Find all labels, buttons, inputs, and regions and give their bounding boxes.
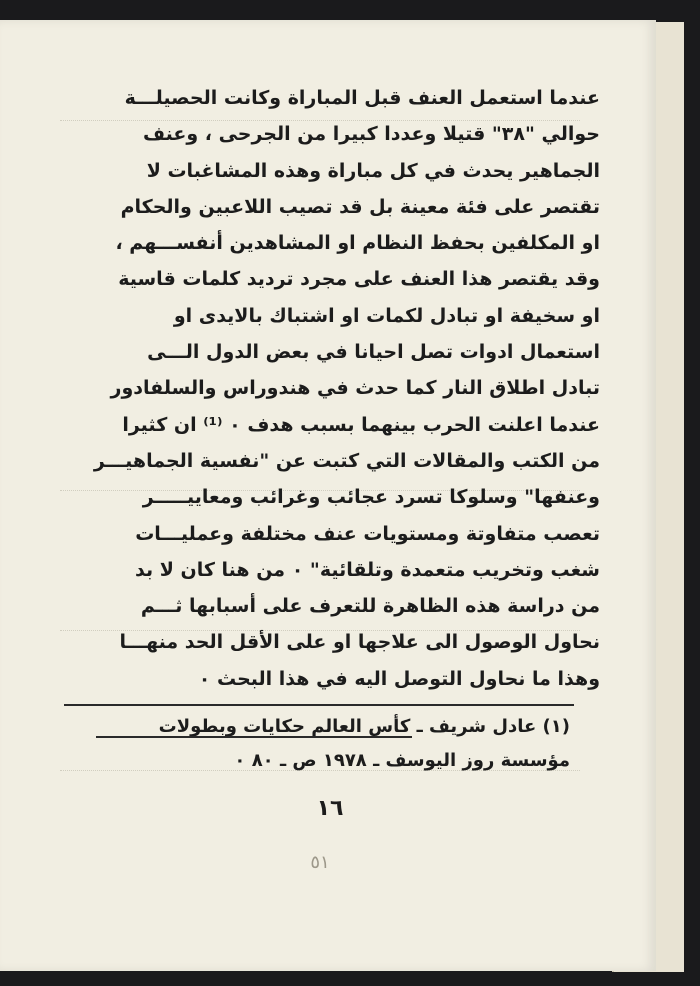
- body-line: من الكتب والمقالات التي كتبت عن "نفسية الجماهيـــر: [93, 449, 600, 472]
- body-line: او سخيفة او تبادل لكمات او اشتباك بالايدى او: [173, 304, 600, 327]
- footnote-publisher: مؤسسة روز اليوسف ـ ١٩٧٨ ص ـ ٨٠ ٠: [234, 750, 570, 771]
- book-page: [0, 20, 656, 971]
- body-line: عندما استعمل العنف قبل المباراة وكانت الحصيلـــة: [124, 87, 600, 109]
- body-line: حوالي "٣٨" قتيلا وعددا كبيرا من الجرحى ، وعنف: [142, 123, 600, 146]
- body-line: من دراسة هذه الظاهرة للتعرف على أسبابها ثـــم: [140, 595, 600, 618]
- body-line: تبادل اطلاق النار كما حدث في هندوراس والسلفادور: [110, 377, 600, 400]
- body-line: تقتصر على فئة معينة بل قد تصيب اللاعبين والحكام: [120, 195, 600, 218]
- footnote-citation: (١) عادل شريف ـ كأس العالم حكايات وبطولات: [158, 716, 570, 737]
- body-line: استعمال ادوات تصل احيانا في بعض الدول الـــى: [147, 341, 600, 364]
- body-text: [40, 80, 600, 697]
- body-line: وقد يقتصر هذا العنف على مجرد ترديد كلمات قاسية: [118, 268, 600, 291]
- body-line: تعصب متفاوتة ومستويات عنف مختلفة وعمليـــات: [135, 522, 600, 545]
- page-number: ١٦: [316, 796, 344, 821]
- body-line: وعنفها" وسلوكا تسرد عجائب وغرائب ومعاييـــــر: [142, 486, 600, 509]
- footnote: [90, 710, 570, 778]
- body-line: نحاول الوصول الى علاجها او على الأقل الحد منهـــا: [119, 631, 600, 654]
- footnote-title-underline: [96, 736, 412, 738]
- body-line: او المكلفين بحفظ النظام او المشاهدين أنفســـهم ،: [115, 232, 600, 255]
- body-line: وهذا ما نحاول التوصل اليه في هذا البحث ٠: [198, 667, 600, 690]
- body-line: شغب وتخريب متعمدة وتلقائية" ٠ من هنا كان لا بد: [135, 558, 600, 581]
- faded-stamp-number: ٥١: [310, 852, 330, 873]
- body-line: الجماهير يحدث في كل مباراة وهذه المشاغبات لا: [146, 159, 600, 182]
- footnote-divider: [64, 704, 574, 706]
- body-line: عندما اعلنت الحرب بينهما بسبب هدف ٠ ⁽¹⁾ ان كثيرا: [122, 413, 600, 436]
